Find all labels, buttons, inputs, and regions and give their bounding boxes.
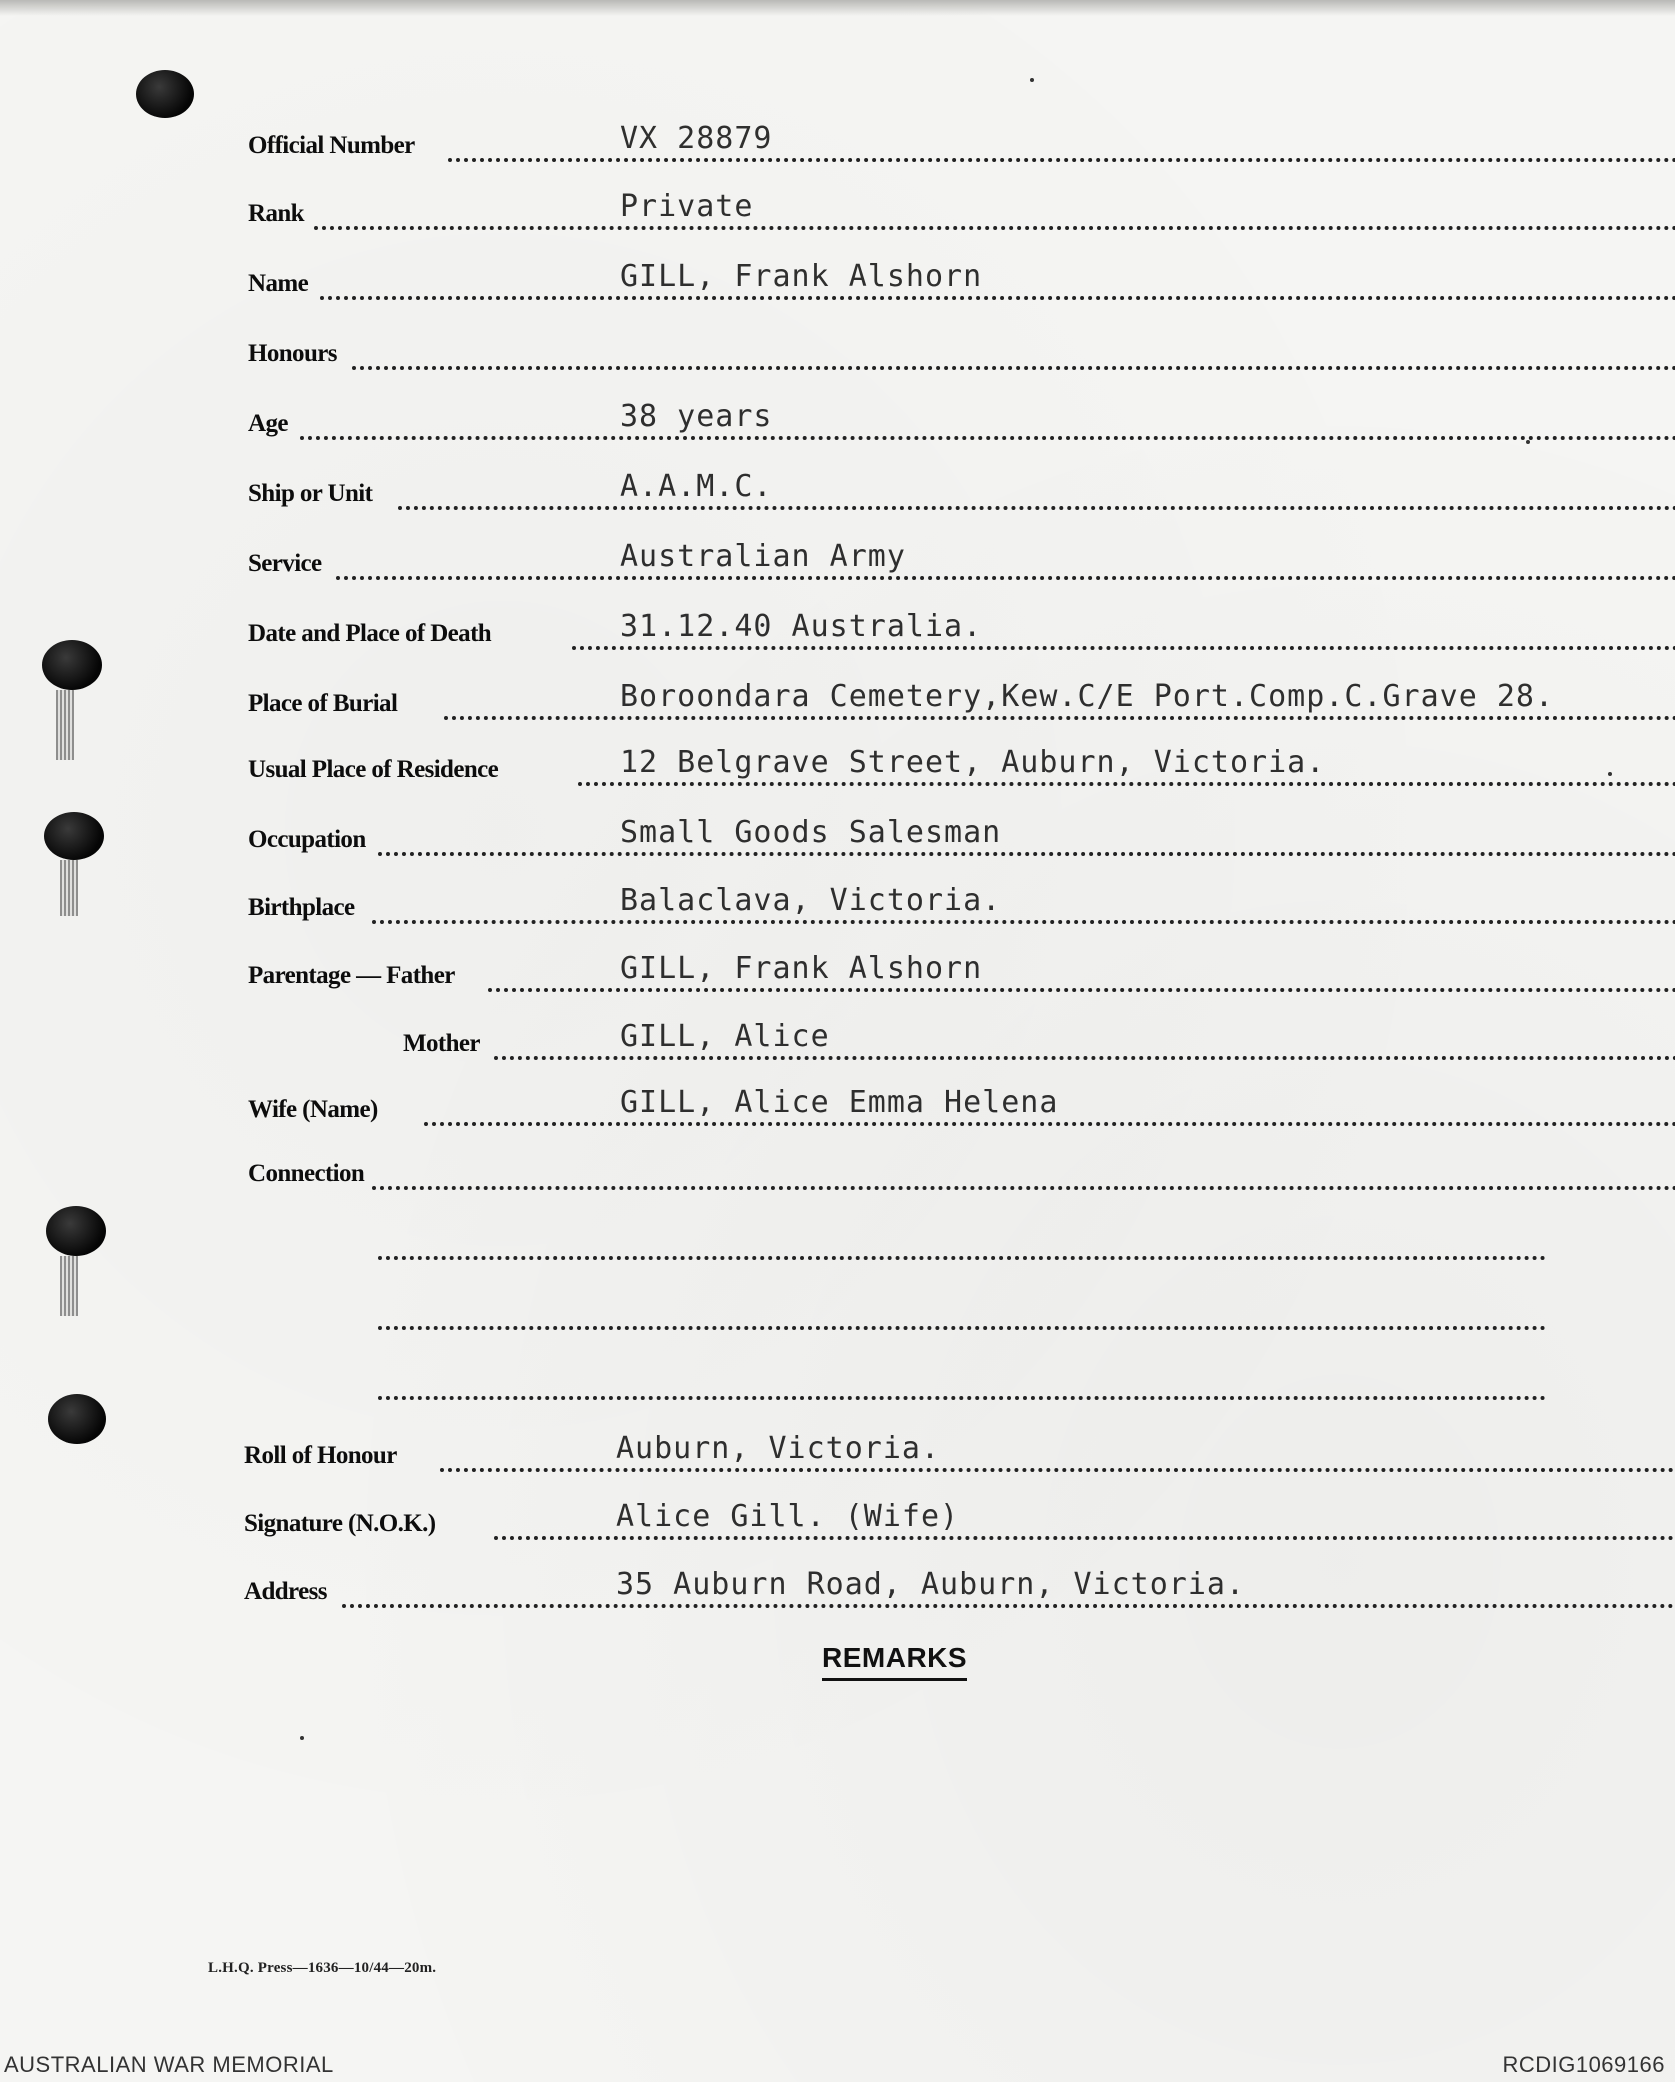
field-label: Occupation xyxy=(248,826,366,853)
archive-id: RCDIG1069166 xyxy=(1502,2052,1665,2077)
field-ship-or-unit xyxy=(248,466,1548,514)
field-label: Signature (N.O.K.) xyxy=(244,1510,436,1537)
field-value: GILL, Frank Alshorn xyxy=(620,951,983,986)
field-label: Wife (Name) xyxy=(248,1096,378,1123)
field-label: Usual Place of Residence xyxy=(248,756,499,783)
field-label: Name xyxy=(248,270,309,297)
dotted-leader xyxy=(320,292,1675,300)
field-value: GILL, Alice xyxy=(620,1019,830,1054)
field-value: 31.12.40 Australia. xyxy=(620,609,983,644)
dotted-leader xyxy=(378,848,1675,856)
archive-credit: AUSTRALIAN WAR MEMORIAL xyxy=(4,2052,334,2077)
field-label: Roll of Honour xyxy=(244,1442,397,1469)
punch-hole-shadow xyxy=(60,860,78,916)
connection-line xyxy=(378,1252,1546,1260)
field-parentage-father xyxy=(248,948,1548,996)
connection-line xyxy=(378,1392,1546,1400)
field-roll-of-honour xyxy=(244,1428,1544,1476)
scan-speck xyxy=(300,1736,304,1740)
dotted-leader xyxy=(372,916,1675,924)
press-imprint: L.H.Q. Press—1636—10/44—20m. xyxy=(208,1960,437,1976)
field-value: GILL, Alice Emma Helena xyxy=(620,1085,1059,1120)
punch-hole-top xyxy=(136,70,194,118)
field-date-place-death xyxy=(248,606,1548,654)
scan-speck xyxy=(1608,772,1612,776)
punch-hole-1 xyxy=(42,640,102,690)
field-value: Balaclava, Victoria. xyxy=(620,883,1002,918)
dotted-leader xyxy=(372,1182,1675,1190)
field-label: Service xyxy=(248,550,322,577)
dotted-leader xyxy=(352,362,1675,370)
field-value: 12 Belgrave Street, Auburn, Victoria. xyxy=(620,745,1326,780)
field-label: Address xyxy=(244,1578,327,1605)
field-label: Rank xyxy=(248,200,304,227)
field-label: Connection xyxy=(248,1160,365,1187)
field-label: Place of Burial xyxy=(248,690,398,717)
field-label: Mother xyxy=(403,1030,480,1057)
field-value: VX 28879 xyxy=(620,121,773,156)
punch-hole-3 xyxy=(46,1206,106,1256)
field-label: Honours xyxy=(248,340,337,367)
punch-hole-shadow xyxy=(60,1256,78,1316)
dotted-leader xyxy=(336,572,1675,580)
dotted-leader xyxy=(300,432,1675,440)
field-honours xyxy=(248,326,1548,374)
field-label: Age xyxy=(248,410,288,437)
field-parentage-mother xyxy=(248,1016,1548,1064)
field-wife xyxy=(248,1082,1548,1130)
field-label: Parentage — Father xyxy=(248,962,455,989)
field-value: Small Goods Salesman xyxy=(620,815,1002,850)
field-service xyxy=(248,536,1548,584)
field-connection xyxy=(248,1146,1548,1194)
field-value: GILL, Frank Alshorn xyxy=(620,259,983,294)
field-label: Date and Place of Death xyxy=(248,620,492,647)
connection-line xyxy=(378,1322,1546,1330)
field-value: Alice Gill. (Wife) xyxy=(616,1499,960,1534)
field-value: 38 years xyxy=(620,399,773,434)
punch-hole-shadow xyxy=(56,690,74,760)
field-birthplace xyxy=(248,880,1548,928)
field-value: A.A.M.C. xyxy=(620,469,773,504)
field-occupation xyxy=(248,812,1548,860)
field-rank xyxy=(248,186,1548,234)
field-value: Australian Army xyxy=(620,539,906,574)
field-address xyxy=(244,1564,1544,1612)
field-age xyxy=(248,396,1548,444)
field-label: Ship or Unit xyxy=(248,480,373,507)
field-value: Boroondara Cemetery,Kew.C/E Port.Comp.C.Grave 28. xyxy=(620,679,1555,714)
field-signature xyxy=(244,1496,1544,1544)
scan-edge xyxy=(0,0,1675,16)
field-official-number xyxy=(248,118,1548,166)
punch-hole-4 xyxy=(48,1394,106,1444)
field-label: Official Number xyxy=(248,132,415,159)
scan-speck xyxy=(1030,78,1034,82)
field-place-of-burial xyxy=(248,676,1555,724)
dotted-leader xyxy=(314,222,1675,230)
field-value: Private xyxy=(620,189,754,224)
punch-hole-2 xyxy=(44,812,104,860)
dotted-leader xyxy=(398,502,1675,510)
field-value: 35 Auburn Road, Auburn, Victoria. xyxy=(616,1567,1246,1602)
remarks-heading: REMARKS xyxy=(822,1642,967,1681)
field-name xyxy=(248,256,1548,304)
field-label: Birthplace xyxy=(248,894,355,921)
field-value: Auburn, Victoria. xyxy=(616,1431,941,1466)
field-usual-residence xyxy=(248,742,1548,790)
